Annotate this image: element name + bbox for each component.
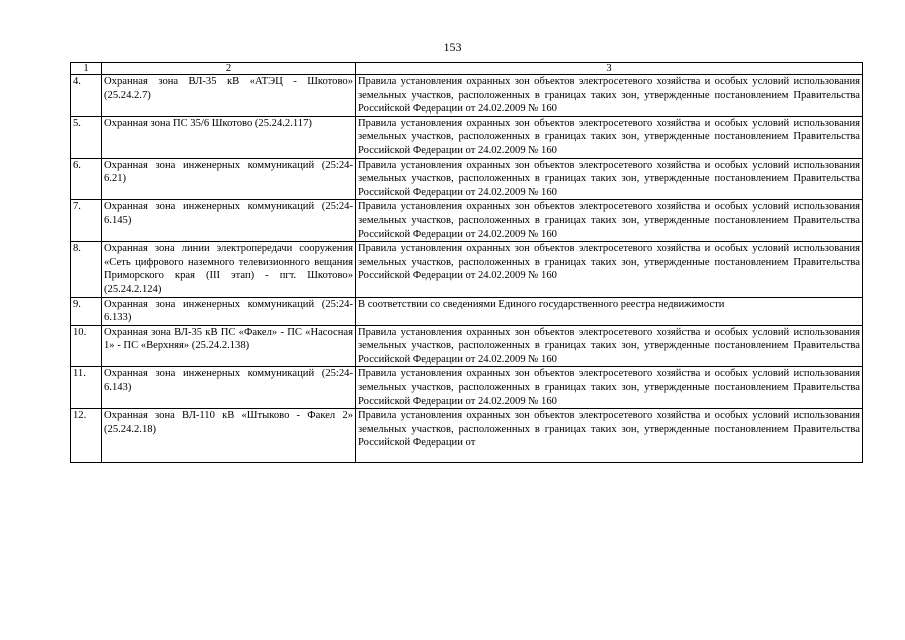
zones-table: [70, 62, 863, 463]
table-header-row: [71, 63, 863, 75]
row-number: 5.: [71, 116, 102, 158]
zone-name: Охранная зона ПС 35/6 Шкотово (25.24.2.117): [102, 116, 356, 158]
legal-basis: Правила установления охранных зон объектов электросетевого хозяйства и особых условий использования земельных участков, расположенных в границах таких зон, утвержденные постановлением Правительства Российской Федерации от 24.02.2009 № 160: [356, 75, 863, 117]
table-row: [71, 242, 863, 297]
row-number: 4.: [71, 75, 102, 117]
table-row: [71, 325, 863, 367]
legal-basis: Правила установления охранных зон объектов электросетевого хозяйства и особых условий использования земельных участков, расположенных в границах таких зон, утвержденные постановлением Правительства Российской Федерации от 24.02.2009 № 160: [356, 367, 863, 409]
legal-basis: Правила установления охранных зон объектов электросетевого хозяйства и особых условий использования земельных участков, расположенных в границах таких зон, утвержденные постановлением Правительства Российской Федерации от 24.02.2009 № 160: [356, 325, 863, 367]
zone-name: Охранная зона инженерных коммуникаций (25:24-6.21): [102, 158, 356, 200]
table-row: [71, 158, 863, 200]
table-row: [71, 75, 863, 117]
row-number: 9.: [71, 297, 102, 325]
column-header-number: 1: [71, 63, 102, 75]
legal-basis-text: Правила установления охранных зон объектов электросетевого хозяйства и особых условий использования земельных участков, расположенных в границах таких зон, утвержденные постановлением Правительства Российской Федерации от: [358, 410, 860, 449]
column-header-name: 2: [102, 63, 356, 75]
row-number: 12.: [71, 409, 102, 463]
legal-basis: Правила установления охранных зон объектов электросетевого хозяйства и особых условий использования земельных участков, расположенных в границах таких зон, утвержденные постановлением Правительства Российской Федерации от 24.02.2009 № 160: [356, 200, 863, 242]
table-row: [71, 297, 863, 325]
table-row: [71, 116, 863, 158]
legal-basis: [356, 409, 863, 463]
table-row: [71, 200, 863, 242]
legal-basis: В соответствии со сведениями Единого государственного реестра недвижимости: [356, 297, 863, 325]
row-number: 10.: [71, 325, 102, 367]
legal-basis: Правила установления охранных зон объектов электросетевого хозяйства и особых условий использования земельных участков, расположенных в границах таких зон, утвержденные постановлением Правительства Российской Федерации от 24.02.2009 № 160: [356, 242, 863, 297]
legal-basis: Правила установления охранных зон объектов электросетевого хозяйства и особых условий использования земельных участков, расположенных в границах таких зон, утвержденные постановлением Правительства Российской Федерации от 24.02.2009 № 160: [356, 116, 863, 158]
row-number: 7.: [71, 200, 102, 242]
row-number: 11.: [71, 367, 102, 409]
zone-name: Охранная зона линии электропередачи сооружения «Сеть цифрового наземного телевизионного вещания Приморского края (III этап) - пгт. Шкотово» (25.24.2.124): [102, 242, 356, 297]
zone-name: Охранная зона ВЛ-35 кВ ПС «Факел» - ПС «Насосная 1» - ПС «Верхняя» (25.24.2.138): [102, 325, 356, 367]
zone-name: Охранная зона инженерных коммуникаций (25:24-6.133): [102, 297, 356, 325]
table-row: [71, 367, 863, 409]
row-number: 6.: [71, 158, 102, 200]
zone-name: Охранная зона инженерных коммуникаций (25:24-6.145): [102, 200, 356, 242]
legal-basis: Правила установления охранных зон объектов электросетевого хозяйства и особых условий использования земельных участков, расположенных в границах таких зон, утвержденные постановлением Правительства Российской Федерации от 24.02.2009 № 160: [356, 158, 863, 200]
column-header-basis: 3: [356, 63, 863, 75]
table-row: [71, 409, 863, 463]
zone-name: Охранная зона ВЛ-110 кВ «Штыково - Факел 2» (25.24.2.18): [102, 409, 356, 463]
row-number: 8.: [71, 242, 102, 297]
page-number: 153: [443, 40, 462, 54]
zone-name: Охранная зона ВЛ-35 кВ «АТЭЦ - Шкотово» (25.24.2.7): [102, 75, 356, 117]
zone-name: Охранная зона инженерных коммуникаций (25:24-6.143): [102, 367, 356, 409]
